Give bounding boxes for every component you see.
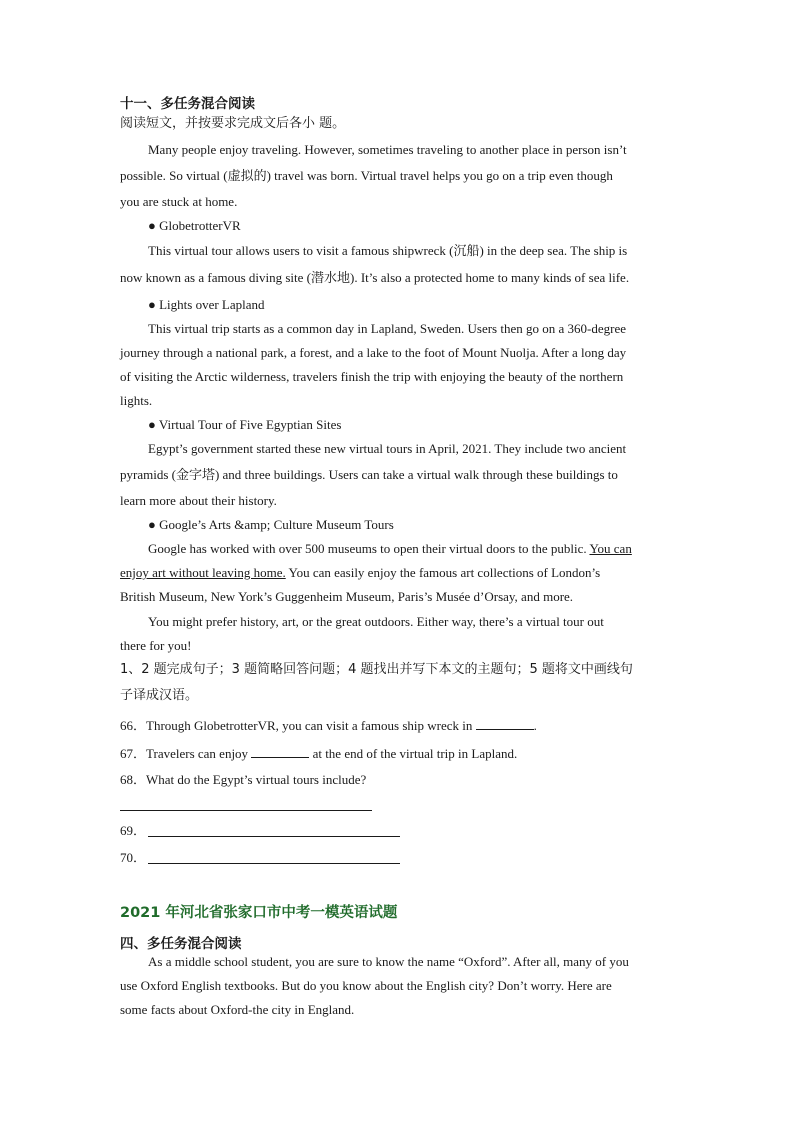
text-run: You can easily enjoy the famous art collections of London’s bbox=[285, 565, 601, 580]
question-text: What do the Egypt’s virtual tours include? bbox=[146, 772, 367, 787]
underlined-sentence: enjoy art without leaving home. bbox=[120, 565, 286, 580]
task-instruction: 1、2 题完成句子；3 题简略回答问题；4 题找出并写下本文的主题句；5 题将文中画线句 bbox=[120, 662, 633, 677]
paragraph-line: pyramids (金字塔) and three buildings. Users can take a virtual walk through these buildings to bbox=[120, 467, 618, 482]
answer-blank[interactable] bbox=[251, 745, 309, 758]
paragraph-line: possible. So virtual (虚拟的) travel was born. Virtual travel helps you go on a trip even though bbox=[120, 168, 613, 183]
paragraph-line: use Oxford English textbooks. But do you know about the English city? Don’t worry. Here are bbox=[120, 978, 612, 993]
underlined-sentence: You can bbox=[589, 541, 632, 556]
paragraph-line: some facts about Oxford-the city in England. bbox=[120, 1002, 355, 1017]
question-number: 67． bbox=[120, 746, 147, 761]
paragraph-line: lights. bbox=[120, 393, 153, 408]
answer-blank[interactable] bbox=[476, 717, 534, 730]
question-text: . bbox=[533, 718, 537, 733]
question-67 bbox=[120, 745, 517, 762]
paragraph-line: there for you! bbox=[120, 638, 192, 653]
exam-title: 2021 年河北省张家口市中考一模英语试题 bbox=[120, 905, 398, 921]
question-68 bbox=[120, 772, 366, 788]
paragraph-line: As a middle school student, you are sure to know the name “Oxford”. After all, many of you bbox=[148, 954, 629, 969]
question-number: 69． bbox=[120, 823, 147, 838]
answer-line[interactable] bbox=[148, 836, 400, 837]
paragraph-line: learn more about their history. bbox=[120, 493, 277, 508]
section-heading: 十一、多任务混合阅读 bbox=[120, 96, 255, 112]
paragraph-line bbox=[120, 565, 600, 581]
question-text: Through GlobetrotterVR, you can visit a famous ship wreck in bbox=[146, 718, 476, 733]
question-66 bbox=[120, 717, 537, 734]
paragraph-line: Egypt’s government started these new virtual tours in April, 2021. They include two ancient bbox=[148, 441, 627, 456]
item-title: ● Google’s Arts &amp; Culture Museum Tours bbox=[148, 517, 394, 532]
paragraph-line: journey through a national park, a forest, and a lake to the foot of Mount Nuolja. After a long day bbox=[120, 345, 627, 360]
question-70 bbox=[120, 850, 146, 866]
item-title: ● GlobetrotterVR bbox=[148, 218, 241, 233]
paragraph-line: You might prefer history, art, or the great outdoors. Either way, there’s a virtual tour out bbox=[148, 614, 604, 629]
question-number: 66． bbox=[120, 718, 147, 733]
paragraph-line: British Museum, New York’s Guggenheim Museum, Paris’s Musée d’Orsay, and more. bbox=[120, 589, 574, 604]
answer-line[interactable] bbox=[148, 863, 400, 864]
item-title: ● Virtual Tour of Five Egyptian Sites bbox=[148, 417, 342, 432]
paragraph-line: This virtual tour allows users to visit a famous shipwreck (沉船) in the deep sea. The ship is bbox=[148, 243, 628, 258]
paragraph-line: you are stuck at home. bbox=[120, 194, 238, 209]
paragraph-line: of visiting the Arctic wilderness, travelers finish the trip with enjoying the beauty of the northern bbox=[120, 369, 624, 384]
section-heading: 四、多任务混合阅读 bbox=[120, 936, 242, 952]
item-title: ● Lights over Lapland bbox=[148, 297, 265, 312]
task-instruction: 子译成汉语。 bbox=[120, 688, 199, 703]
paragraph-line bbox=[148, 541, 632, 557]
question-number: 68． bbox=[120, 772, 147, 787]
section-instruction: 阅读短文，并按要求完成文后各小 题。 bbox=[120, 116, 346, 131]
question-69 bbox=[120, 823, 146, 839]
question-number: 70． bbox=[120, 850, 147, 865]
question-text: Travelers can enjoy bbox=[146, 746, 252, 761]
paragraph-line: This virtual trip starts as a common day in Lapland, Sweden. Users then go on a 360-degree bbox=[148, 321, 626, 336]
question-text: at the end of the virtual trip in Lapland. bbox=[309, 746, 518, 761]
paragraph-line: now known as a famous diving site (潜水地). It’s also a protected home to many kinds of sea life. bbox=[120, 270, 630, 285]
paragraph-line: Many people enjoy traveling. However, sometimes traveling to another place in person isn’t bbox=[148, 142, 627, 157]
answer-line[interactable] bbox=[120, 810, 372, 811]
text-run: Google has worked with over 500 museums to open their virtual doors to the public. bbox=[148, 541, 590, 556]
